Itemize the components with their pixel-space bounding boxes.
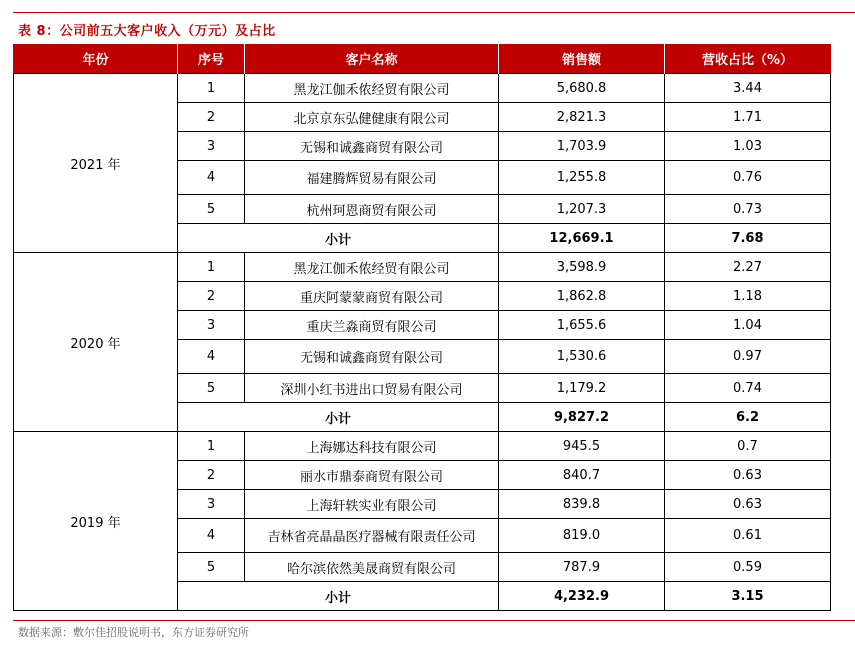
share-cell: 3.44	[665, 74, 831, 103]
index-cell: 5	[178, 374, 245, 403]
share-cell: 0.59	[665, 553, 831, 582]
sales-cell: 1,703.9	[499, 132, 665, 161]
index-cell: 4	[178, 340, 245, 374]
share-cell: 1.03	[665, 132, 831, 161]
share-cell: 0.74	[665, 374, 831, 403]
customer-name-cell: 丽水市鼎泰商贸有限公司	[245, 461, 499, 490]
index-cell: 5	[178, 553, 245, 582]
subtotal-sales: 12,669.1	[499, 224, 665, 253]
index-cell: 3	[178, 132, 245, 161]
index-cell: 1	[178, 253, 245, 282]
index-cell: 4	[178, 161, 245, 195]
header-sales: 销售额	[499, 44, 665, 74]
header-index: 序号	[178, 44, 245, 74]
customer-name-cell: 重庆兰淼商贸有限公司	[245, 311, 499, 340]
sales-cell: 3,598.9	[499, 253, 665, 282]
index-cell: 3	[178, 490, 245, 519]
customer-name-cell: 吉林省亮晶晶医疗器械有限责任公司	[245, 519, 499, 553]
subtotal-share: 7.68	[665, 224, 831, 253]
share-cell: 0.76	[665, 161, 831, 195]
subtotal-share: 6.2	[665, 403, 831, 432]
customer-name-cell: 上海轩轶实业有限公司	[245, 490, 499, 519]
share-cell: 0.97	[665, 340, 831, 374]
share-cell: 2.27	[665, 253, 831, 282]
year-cell: 2020 年	[14, 253, 178, 432]
sales-cell: 1,655.6	[499, 311, 665, 340]
sales-cell: 5,680.8	[499, 74, 665, 103]
subtotal-label: 小计	[178, 403, 499, 432]
header-revenue-share: 营收占比（%）	[665, 44, 831, 74]
source-note: 数据来源：敷尔佳招股说明书，东方证券研究所	[18, 626, 249, 639]
footer-rule	[13, 620, 855, 621]
index-cell: 1	[178, 74, 245, 103]
share-cell: 0.7	[665, 432, 831, 461]
sales-cell: 1,862.8	[499, 282, 665, 311]
sales-cell: 819.0	[499, 519, 665, 553]
customer-name-cell: 黑龙江伽禾侬经贸有限公司	[245, 253, 499, 282]
index-cell: 5	[178, 195, 245, 224]
sales-cell: 787.9	[499, 553, 665, 582]
share-cell: 1.04	[665, 311, 831, 340]
customer-name-cell: 福建腾辉贸易有限公司	[245, 161, 499, 195]
header-customer-name: 客户名称	[245, 44, 499, 74]
subtotal-sales: 4,232.9	[499, 582, 665, 611]
index-cell: 3	[178, 311, 245, 340]
header-row	[14, 44, 831, 74]
table-row	[14, 253, 831, 282]
sales-cell: 840.7	[499, 461, 665, 490]
top-rule	[13, 12, 855, 13]
sales-cell: 839.8	[499, 490, 665, 519]
table-row	[14, 74, 831, 103]
index-cell: 4	[178, 519, 245, 553]
sales-cell: 1,255.8	[499, 161, 665, 195]
table-body	[14, 74, 831, 611]
customer-name-cell: 北京京东弘健健康有限公司	[245, 103, 499, 132]
customer-revenue-table	[13, 44, 831, 611]
customer-name-cell: 无锡和诚鑫商贸有限公司	[245, 132, 499, 161]
index-cell: 2	[178, 282, 245, 311]
customer-name-cell: 重庆阿蒙蒙商贸有限公司	[245, 282, 499, 311]
year-cell: 2019 年	[14, 432, 178, 611]
index-cell: 1	[178, 432, 245, 461]
subtotal-label: 小计	[178, 224, 499, 253]
sales-cell: 1,530.6	[499, 340, 665, 374]
customer-name-cell: 深圳小红书进出口贸易有限公司	[245, 374, 499, 403]
share-cell: 1.71	[665, 103, 831, 132]
share-cell: 0.63	[665, 490, 831, 519]
customer-name-cell: 黑龙江伽禾侬经贸有限公司	[245, 74, 499, 103]
sales-cell: 1,207.3	[499, 195, 665, 224]
index-cell: 2	[178, 461, 245, 490]
subtotal-label: 小计	[178, 582, 499, 611]
sales-cell: 2,821.3	[499, 103, 665, 132]
table-row	[14, 432, 831, 461]
sales-cell: 945.5	[499, 432, 665, 461]
share-cell: 1.18	[665, 282, 831, 311]
subtotal-share: 3.15	[665, 582, 831, 611]
index-cell: 2	[178, 103, 245, 132]
share-cell: 0.73	[665, 195, 831, 224]
customer-name-cell: 无锡和诚鑫商贸有限公司	[245, 340, 499, 374]
customer-name-cell: 哈尔滨依然美晟商贸有限公司	[245, 553, 499, 582]
share-cell: 0.63	[665, 461, 831, 490]
year-cell: 2021 年	[14, 74, 178, 253]
sales-cell: 1,179.2	[499, 374, 665, 403]
header-year: 年份	[14, 44, 178, 74]
subtotal-sales: 9,827.2	[499, 403, 665, 432]
share-cell: 0.61	[665, 519, 831, 553]
table-caption: 表 8：公司前五大客户收入（万元）及占比	[18, 24, 276, 39]
customer-name-cell: 上海娜达科技有限公司	[245, 432, 499, 461]
customer-name-cell: 杭州珂恩商贸有限公司	[245, 195, 499, 224]
